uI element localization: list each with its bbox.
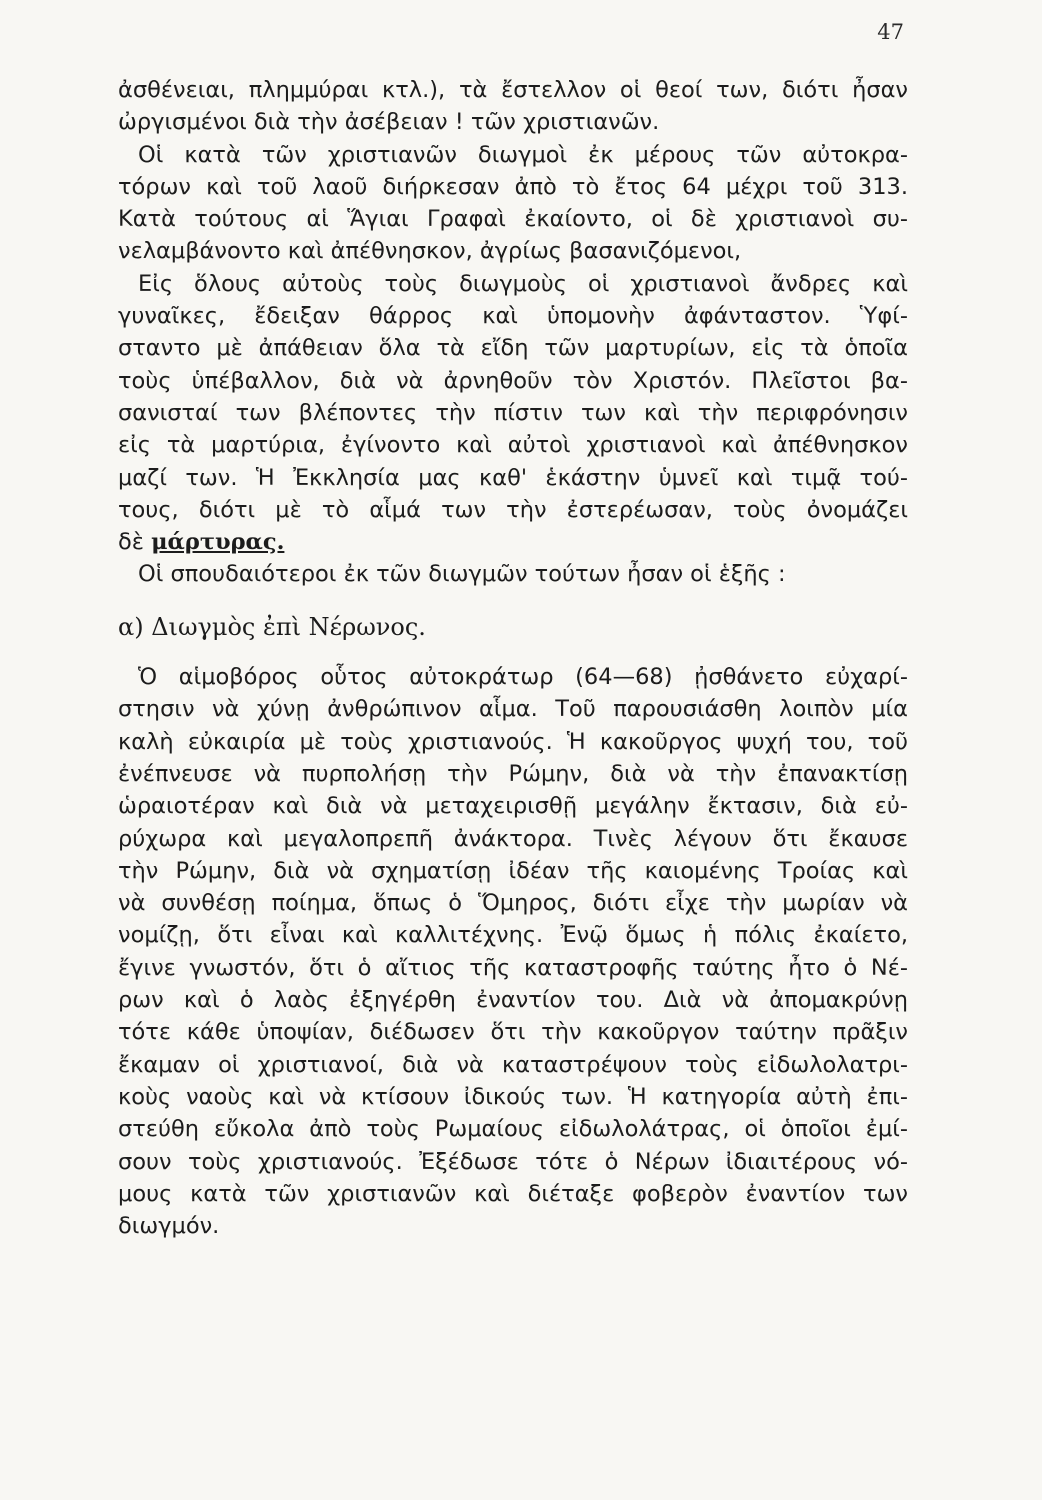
text-line: ὠργισμένοι διὰ τὴν ἀσέβειαν ! τῶν χριστιανῶν. [118,109,660,136]
text-line: νελαμβάνοντο καὶ ἀπέθνησκον, ἀγρίως βασανιζόμενοι, [118,238,742,265]
text-line: σουν τοὺς χριστιανούς. Ἐξέδωσε τότε ὁ Νέρων ἰδιαιτέρους νό- [118,1148,908,1175]
text-line: κοὺς ναοὺς καὶ νὰ κτίσουν ἰδικούς των. Ἡ κατηγορία αὐτὴ ἐπι- [118,1083,908,1110]
text-line: σανισταί των βλέποντες τὴν πίστιν των καὶ τὴν περιφρόνησιν [118,399,908,426]
text-line: τότε κάθε ὑποψίαν, διέδωσεν ὅτι τὴν κακοῦργον ταύτην πρᾶξιν [118,1019,908,1046]
page-text [118,74,908,1242]
text-line: ὡραιοτέραν καὶ διὰ νὰ μεταχειρισθῇ μεγάλην ἔκτασιν, διὰ εὐ- [118,793,908,820]
text-line: ρύχωρα καὶ μεγαλοπρεπῆ ἀνάκτορα. Τινὲς λέγουν ὅτι ἔκαυσε [118,825,908,852]
text-line: τόρων καὶ τοῦ λαοῦ διήρκεσαν ἀπὸ τὸ ἔτος 64 μέχρι τοῦ 313. [118,173,908,200]
text-line: εἰς τὰ μαρτύρια, ἐγίνοντο καὶ αὐτοὶ χριστιανοὶ καὶ ἀπέθνησκον [118,432,908,459]
text-line: στεύθη εὔκολα ἀπὸ τοὺς Ρωμαίους εἰδωλολάτρας, οἱ ὁποῖοι ἐμί- [118,1116,908,1143]
text-line: τους, διότι μὲ τὸ αἷμά των τὴν ἐστερέωσαν, τοὺς ὀνομάζει [118,496,908,523]
text-line: γυναῖκες, ἔδειξαν θάρρος καὶ ὑπομονὴν ἀφάνταστον. Ὑφί- [118,303,908,330]
text-line: νομίζῃ, ὅτι εἶναι καὶ καλλιτέχνης. Ἐνῷ ὅμως ἡ πόλις ἐκαίετο, [118,922,908,949]
text-line: νὰ συνθέσῃ ποίημα, ὅπως ὁ Ὅμηρος, διότι εἶχε τὴν μωρίαν νὰ [118,890,908,917]
martyrs-prefix: δὲ [118,529,152,556]
text-line: διωγμόν. [118,1213,220,1240]
text-line: ἐνέπνευσε νὰ πυρπολήσῃ τὴν Ρώμην, διὰ νὰ τὴν ἐπανακτίσῃ [118,760,908,787]
text-line: Ὁ αἱμοβόρος οὗτος αὐτοκράτωρ (64—68) ᾐσθάνετο εὐχαρί- [138,664,908,691]
section-heading: α) Διωγμὸς ἐπὶ Νέρωνος. [118,612,426,641]
text-line: στησιν νὰ χύνῃ ἀνθρώπινον αἷμα. Τοῦ παρουσιάσθη λοιπὸν μία [118,696,908,723]
text-line: Εἰς ὅλους αὐτοὺς τοὺς διωγμοὺς οἱ χριστιανοὶ ἄνδρες καὶ [138,270,908,297]
text-line: ἀσθένειαι, πλημμύραι κτλ.), τὰ ἔστελλον οἱ θεοί των, διότι ἦσαν [118,77,908,103]
martyrs-word: μάρτυρας. [151,529,285,556]
text-line: τοὺς ὑπέβαλλον, διὰ νὰ ἀρνηθοῦν τὸν Χριστόν. Πλεῖστοι βα- [118,367,908,394]
text-line: τὴν Ρώμην, διὰ νὰ σχηματίσῃ ἰδέαν τῆς καιομένης Τροίας καὶ [118,857,908,884]
text-line-intro: Οἱ σπουδαιότεροι ἐκ τῶν διωγμῶν τούτων ἦσαν οἱ ἑξῆς : [138,561,786,588]
text-line: ἔκαμαν οἱ χριστιανοί, διὰ νὰ καταστρέψουν τοὺς εἰδωλολατρι- [118,1051,908,1078]
text-line-martyrs [118,526,908,558]
text-line: καλὴ εὐκαιρία μὲ τοὺς χριστιανούς. Ἡ κακοῦργος ψυχή του, τοῦ [118,728,908,755]
text-line: σταντο μὲ ἀπάθειαν ὅλα τὰ εἴδη τῶν μαρτυρίων, εἰς τὰ ὁποῖα [118,335,908,362]
text-line: μους κατὰ τῶν χριστιανῶν καὶ διέταξε φοβερὸν ἐναντίον των [118,1180,908,1207]
text-line: ἔγινε γνωστόν, ὅτι ὁ αἴτιος τῆς καταστροφῆς ταύτης ἦτο ὁ Νέ- [118,954,908,981]
text-line: Κατὰ τούτους αἱ Ἅγιαι Γραφαὶ ἐκαίοντο, οἱ δὲ χριστιανοὶ συ- [118,206,908,233]
page-number: 47 [877,20,904,44]
text-line: Οἱ κατὰ τῶν χριστιανῶν διωγμοὶ ἐκ μέρους τῶν αὐτοκρα- [138,141,908,168]
text-line: ρων καὶ ὁ λαὸς ἐξηγέρθη ἐναντίον του. Διὰ νὰ ἀπομακρύνῃ [118,987,908,1014]
text-line: μαζί των. Ἡ Ἐκκλησία μας καθ' ἑκάστην ὑμνεῖ καὶ τιμᾷ τού- [118,464,908,491]
